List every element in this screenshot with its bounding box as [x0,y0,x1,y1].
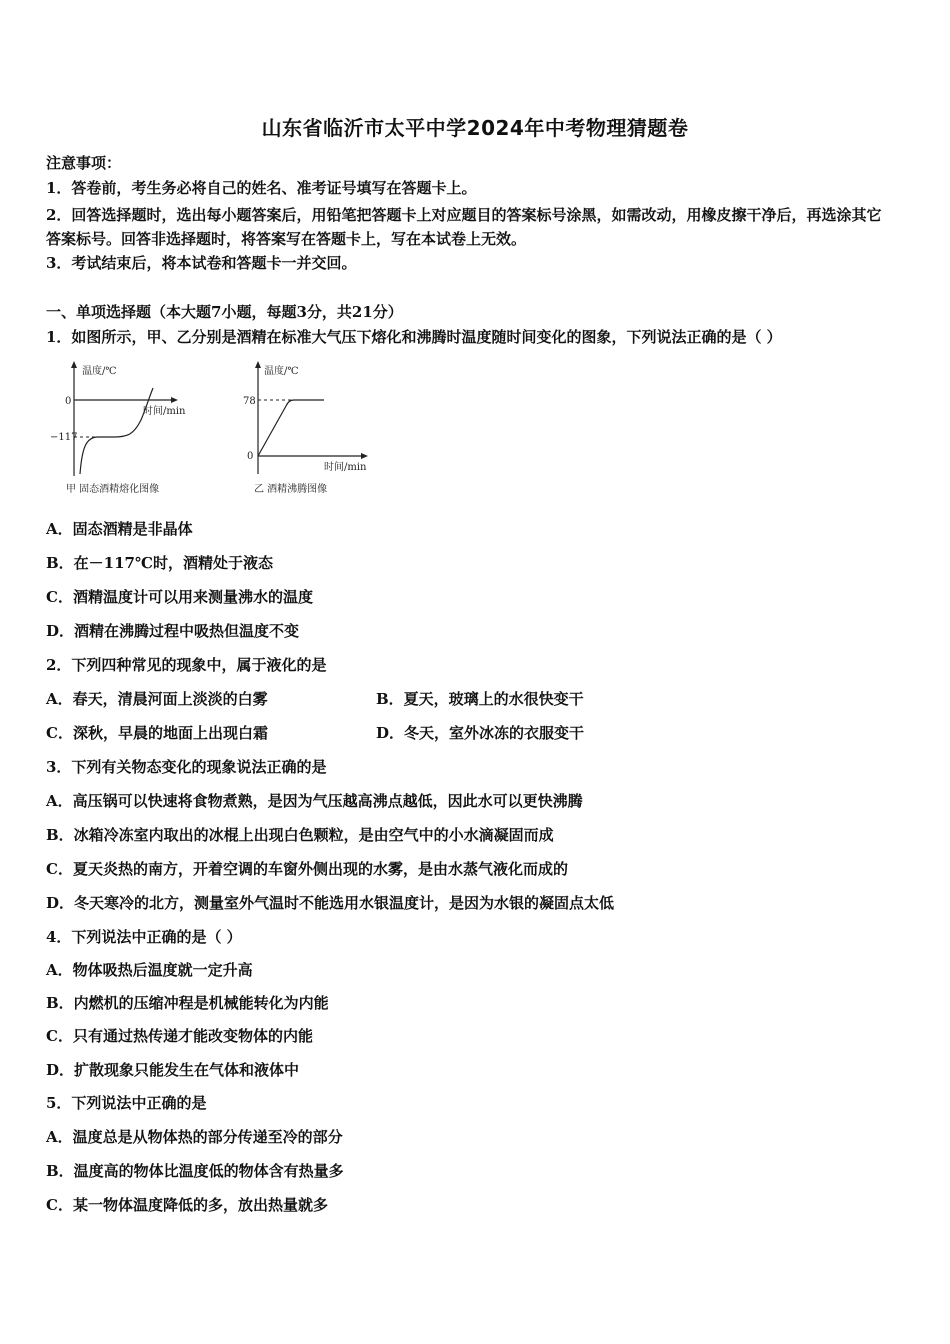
q1-figure [46,358,386,503]
q4-option-a: A．物体吸热后温度就一定升高 [46,961,253,979]
q3-option-b: B．冰箱冷冻室内取出的冰棍上出现白色颗粒，是由空气中的小水滴凝固而成 [46,826,554,844]
notice-item-3: 3．考试结束后，将本试卷和答题卡一并交回。 [46,254,357,272]
q2-stem: 2．下列四种常见的现象中，属于液化的是 [46,656,327,674]
notice-item-2: 2．回答选择题时，选出每小题答案后，用铅笔把答题卡上对应题目的答案标号涂黑，如需改动，用橡皮擦干净后，再选涂其它答案标号。回答非选择题时，将答案写在答题卡上，写在本试卷上无效。 [46,206,882,248]
q5-option-b: B．温度高的物体比温度低的物体含有热量多 [46,1162,344,1180]
melting-caption: 甲 固态酒精熔化图像 [66,484,160,495]
boiling-caption: 乙 酒精沸腾图像 [254,484,328,495]
melting-tick-zero: 0 [65,396,72,407]
melting-curve [80,388,153,474]
boiling-ylabel: 温度/℃ [264,366,299,377]
melting-graph [71,361,178,476]
q5-option-a: A．温度总是从物体热的部分传递至冷的部分 [46,1128,343,1146]
q2-option-d: D．冬天，室外冰冻的衣服变干 [376,724,585,742]
melting-xlabel: 时间/min [143,406,186,417]
q2-option-b: B．夏天，玻璃上的水很快变干 [376,690,584,708]
boiling-tick-boil: 78 [243,396,256,407]
melting-tick-melt: −117 [50,432,78,443]
boiling-xlabel: 时间/min [324,462,367,473]
q1-stem: 1．如图所示，甲、乙分别是酒精在标准大气压下熔化和沸腾时温度随时间变化的图象，下列说法正确的是（ ） [46,328,782,346]
q5-option-c: C．某一物体温度降低的多，放出热量就多 [46,1196,328,1214]
notice-item-1: 1．答卷前，考生务必将自己的姓名、准考证号填写在答题卡上。 [46,179,477,197]
q2-option-c: C．深秋，早晨的地面上出现白霜 [46,724,268,742]
q3-stem: 3．下列有关物态变化的现象说法正确的是 [46,758,327,776]
boiling-graph [255,361,368,474]
q4-option-d: D．扩散现象只能发生在气体和液体中 [46,1061,300,1079]
q1-option-d: D．酒精在沸腾过程中吸热但温度不变 [46,622,300,640]
boiling-tick-zero: 0 [247,451,254,462]
q5-stem: 5．下列说法中正确的是 [46,1094,207,1112]
q4-stem: 4．下列说法中正确的是（ ） [46,928,242,946]
section-heading: 一、单项选择题（本大题7小题，每题3分，共21分） [46,303,403,321]
boiling-curve [258,400,324,456]
q1-option-b: B．在－117℃时，酒精处于液态 [46,554,273,572]
q3-option-a: A．高压锅可以快速将食物煮熟，是因为气压越高沸点越低，因此水可以更快沸腾 [46,792,583,810]
notice-heading: 注意事项： [46,154,122,172]
page-title: 山东省临沂市太平中学2024年中考物理猜题卷 [261,116,689,140]
q1-option-c: C．酒精温度计可以用来测量沸水的温度 [46,588,313,606]
melting-ylabel: 温度/℃ [82,366,117,377]
q4-option-b: B．内燃机的压缩冲程是机械能转化为内能 [46,994,329,1012]
q3-option-d: D．冬天寒冷的北方，测量室外气温时不能选用水银温度计，是因为水银的凝固点太低 [46,894,615,912]
q2-option-a: A．春天，清晨河面上淡淡的白雾 [46,690,268,708]
q1-option-a: A．固态酒精是非晶体 [46,520,193,538]
q4-option-c: C．只有通过热传递才能改变物体的内能 [46,1027,313,1045]
q3-option-c: C．夏天炎热的南方，开着空调的车窗外侧出现的水雾，是由水蒸气液化而成的 [46,860,568,878]
